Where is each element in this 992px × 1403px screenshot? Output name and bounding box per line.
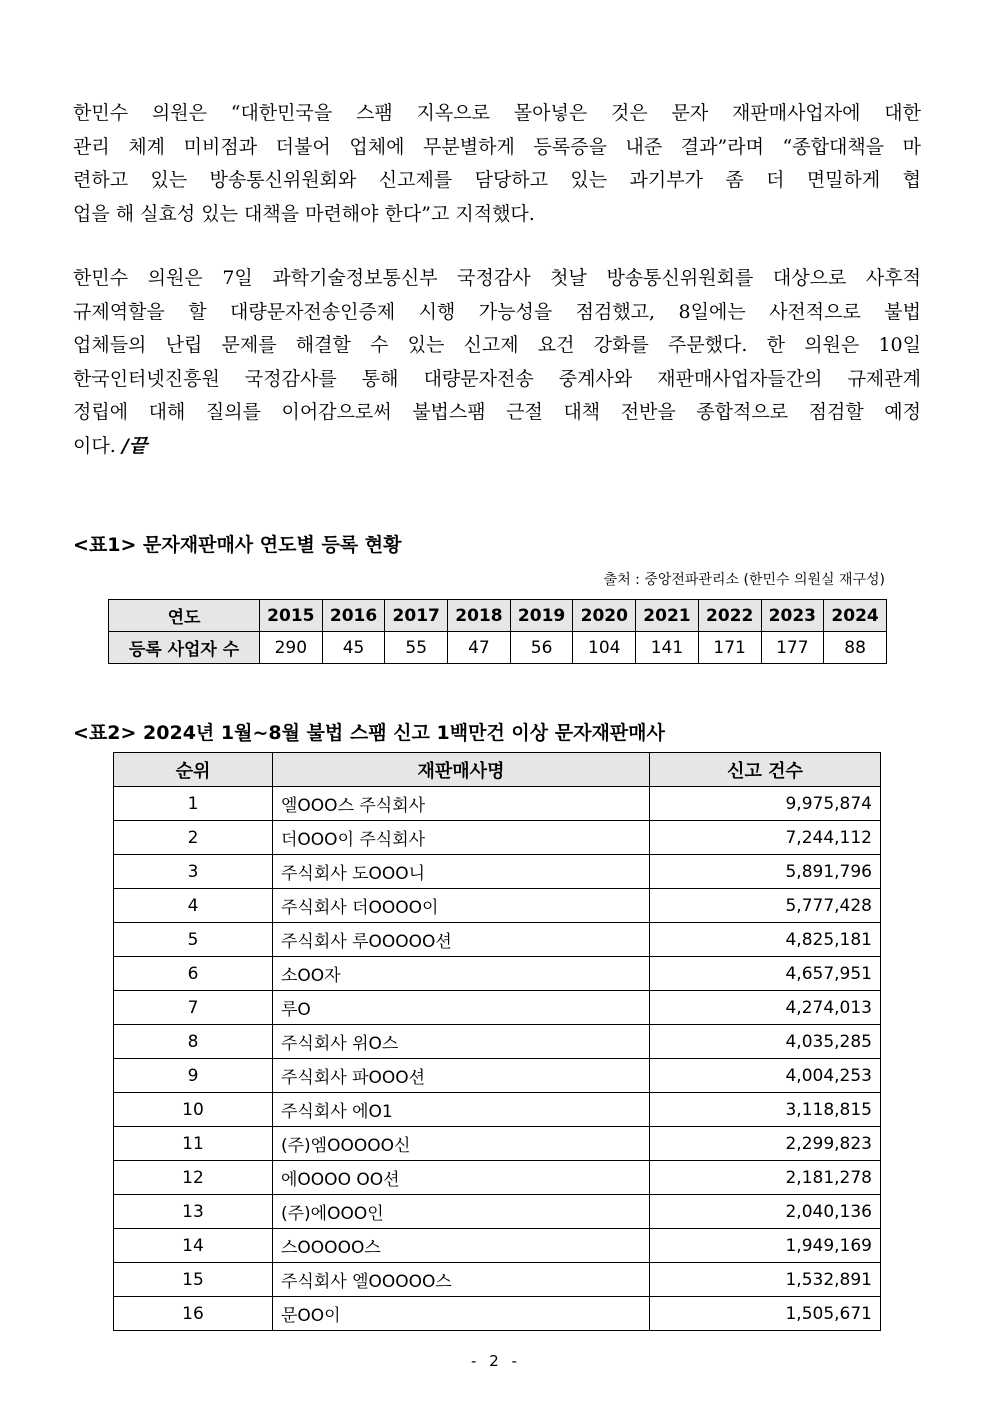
count-cell: 290 (260, 632, 323, 664)
year-cell: 2019 (510, 600, 573, 632)
table1-source: 출처 : 중앙전파관리소 (한민수 의원실 재구성) (603, 572, 885, 588)
table-row (114, 1297, 881, 1331)
rank-cell: 16 (114, 1297, 273, 1331)
reports-cell: 4,825,181 (650, 923, 881, 957)
rank-cell: 4 (114, 889, 273, 923)
table-header-row (114, 753, 881, 787)
company-cell: 주식회사 도OOO니 (273, 855, 650, 889)
count-cell: 56 (510, 632, 573, 664)
year-cell: 2023 (761, 600, 824, 632)
company-cell: 주식회사 루OOOOO션 (273, 923, 650, 957)
reports-cell: 4,274,013 (650, 991, 881, 1025)
rank-cell: 10 (114, 1093, 273, 1127)
table-row (114, 787, 881, 821)
company-cell: 더OOO이 주식회사 (273, 821, 650, 855)
count-cell: 171 (698, 632, 761, 664)
company-cell: (주)에OOO인 (273, 1195, 650, 1229)
table-row (114, 957, 881, 991)
reports-header: 신고 건수 (650, 753, 881, 787)
company-cell: 루O (273, 991, 650, 1025)
end-mark: /끝 (121, 434, 148, 457)
rank-cell: 6 (114, 957, 273, 991)
table-row (114, 855, 881, 889)
table-header-row (109, 600, 887, 632)
table-row (114, 923, 881, 957)
company-cell: 문OO이 (273, 1297, 650, 1331)
company-cell: 주식회사 위O스 (273, 1025, 650, 1059)
paragraph-line: 련하고 있는 방송통신위원회와 신고제를 담당하고 있는 과기부가 좀 더 면밀하게 협 (73, 169, 921, 191)
table-row (114, 1093, 881, 1127)
rank-cell: 11 (114, 1127, 273, 1161)
rank-cell: 1 (114, 787, 273, 821)
company-header: 재판매사명 (273, 753, 650, 787)
rank-cell: 14 (114, 1229, 273, 1263)
table-row (114, 1025, 881, 1059)
company-cell: 스OOOOO스 (273, 1229, 650, 1263)
reports-cell: 4,035,285 (650, 1025, 881, 1059)
spam-report-body (114, 787, 881, 1331)
count-cell: 104 (573, 632, 636, 664)
rank-header: 순위 (114, 753, 273, 787)
paragraph-line: 한민수 의원은 “대한민국을 스팸 지옥으로 몰아넣은 것은 문자 재판매사업자에 대한 (73, 102, 921, 124)
rank-cell: 7 (114, 991, 273, 1025)
reports-cell: 4,004,253 (650, 1059, 881, 1093)
count-cell: 88 (824, 632, 887, 664)
company-cell: 주식회사 더OOOO이 (273, 889, 650, 923)
reports-cell: 1,505,671 (650, 1297, 881, 1331)
paragraph-line: 한민수 의원은 7일 과학기술정보통신부 국정감사 첫날 방송통신위원회를 대상으로 사후적 (73, 267, 921, 289)
registration-table (108, 599, 887, 664)
company-cell: 주식회사 에O1 (273, 1093, 650, 1127)
company-cell: 주식회사 엘OOOOO스 (273, 1263, 650, 1297)
table-row (114, 991, 881, 1025)
paragraph-1 (73, 97, 921, 231)
company-cell: 에OOOO OO션 (273, 1161, 650, 1195)
rank-cell: 13 (114, 1195, 273, 1229)
paragraph-line: 한국인터넷진흥원 국정감사를 통해 대량문자전송 중계사와 재판매사업자들간의 규제관계 (73, 367, 921, 390)
paragraph-last-line (73, 430, 921, 464)
reports-cell: 1,532,891 (650, 1263, 881, 1297)
count-row-label: 등록 사업자 수 (109, 632, 260, 664)
rank-cell: 3 (114, 855, 273, 889)
year-cell: 2020 (573, 600, 636, 632)
reports-cell: 7,244,112 (650, 821, 881, 855)
table-row (114, 1263, 881, 1297)
reports-cell: 3,118,815 (650, 1093, 881, 1127)
year-cell: 2022 (698, 600, 761, 632)
count-cell: 45 (322, 632, 385, 664)
year-cell: 2018 (448, 600, 511, 632)
table2-caption: <표2> 2024년 1월~8월 불법 스팸 신고 1백만건 이상 문자재판매사 (73, 722, 665, 744)
paragraph-line: 업체들의 난립 문제를 해결할 수 있는 신고제 요건 강화를 주문했다. 한 의원은 10일 (73, 334, 921, 356)
rank-cell: 15 (114, 1263, 273, 1297)
table-row (114, 1127, 881, 1161)
company-cell: 주식회사 파OOO션 (273, 1059, 650, 1093)
paragraph-2 (73, 262, 921, 463)
count-cell: 47 (448, 632, 511, 664)
table-row (114, 889, 881, 923)
year-cell: 2024 (824, 600, 887, 632)
count-cell: 55 (385, 632, 448, 664)
rank-cell: 2 (114, 821, 273, 855)
table-row (109, 632, 887, 664)
rank-cell: 5 (114, 923, 273, 957)
table-row (114, 1229, 881, 1263)
reports-cell: 2,040,136 (650, 1195, 881, 1229)
reports-cell: 4,657,951 (650, 957, 881, 991)
table-row (114, 1161, 881, 1195)
table1-caption: <표1> 문자재판매사 연도별 등록 현황 (73, 534, 402, 556)
year-cell: 2017 (385, 600, 448, 632)
rank-cell: 9 (114, 1059, 273, 1093)
reports-cell: 2,181,278 (650, 1161, 881, 1195)
count-cell: 141 (636, 632, 699, 664)
paragraph-line: 정립에 대해 질의를 이어감으로써 불법스팸 근절 대책 전반을 종합적으로 점검할 예정 (73, 401, 921, 423)
reports-cell: 1,949,169 (650, 1229, 881, 1263)
rank-cell: 8 (114, 1025, 273, 1059)
reports-cell: 9,975,874 (650, 787, 881, 821)
page-number: - 2 - (471, 1352, 521, 1370)
table-row (114, 1059, 881, 1093)
rank-cell: 12 (114, 1161, 273, 1195)
paragraph-line: 관리 체계 미비점과 더불어 업체에 무분별하게 등록증을 내준 결과”라며 “종합대책을 마 (73, 135, 921, 158)
spam-report-table (113, 752, 881, 1331)
paragraph-line: 규제역할을 할 대량문자전송인증제 시행 가능성을 점검했고, 8일에는 사전적으로 불법 (73, 300, 921, 323)
paragraph-line: 이다. (73, 434, 116, 457)
year-cell: 2021 (636, 600, 699, 632)
paragraph-line: 업을 해 실효성 있는 대책을 마련해야 한다”고 지적했다. (73, 202, 535, 225)
company-cell: 소OO자 (273, 957, 650, 991)
reports-cell: 5,777,428 (650, 889, 881, 923)
company-cell: 엘OOO스 주식회사 (273, 787, 650, 821)
reports-cell: 2,299,823 (650, 1127, 881, 1161)
year-cell: 2015 (260, 600, 323, 632)
reports-cell: 5,891,796 (650, 855, 881, 889)
year-header: 연도 (109, 600, 260, 632)
table-row (114, 821, 881, 855)
year-cell: 2016 (322, 600, 385, 632)
count-cell: 177 (761, 632, 824, 664)
company-cell: (주)엠OOOOO신 (273, 1127, 650, 1161)
table-row (114, 1195, 881, 1229)
